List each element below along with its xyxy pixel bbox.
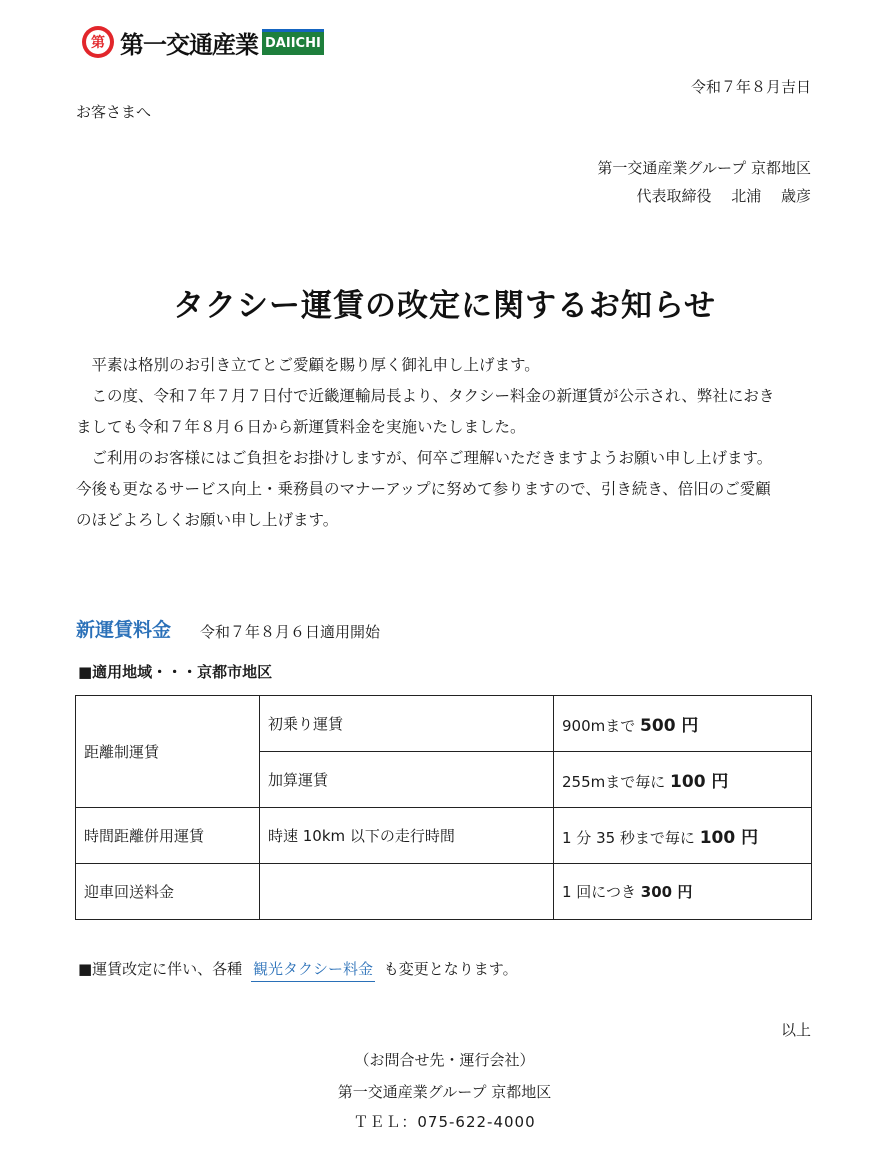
fare-note: [78, 958, 518, 979]
fare-item: 加算運賃: [260, 752, 554, 808]
fare-value-prefix: 1 回につき: [562, 883, 637, 901]
table-row: [76, 808, 812, 864]
fare-category: 迎車回送料金: [76, 864, 260, 920]
note-suffix: も変更となります。: [383, 960, 518, 978]
fare-section-title: 新運賃料金: [76, 619, 172, 641]
fare-value: [554, 864, 812, 920]
body-line: のほどよろしくお願い申し上げます。: [76, 511, 339, 529]
closing-word: 以上: [780, 1021, 811, 1039]
logo-mark-glyph: 第: [86, 30, 110, 54]
sender-person: 代表取締役 北浦 歳彦: [636, 187, 811, 205]
recipient: お客さまへ: [76, 103, 152, 121]
fare-value-prefix: 255mまで毎に: [562, 773, 666, 791]
fare-value: [554, 808, 812, 864]
page-title: タクシー運賃の改定に関するお知らせ: [172, 288, 717, 324]
fare-value: [554, 752, 812, 808]
fare-value-prefix: 900mまで: [562, 717, 636, 735]
body-line: この度、令和７年７月７日付で近畿運輸局長より、タクシー料金の新運賃が公示され、弊社におき: [76, 387, 775, 405]
fare-value-prefix: 1 分 35 秒まで毎に: [562, 829, 695, 847]
body-line: 平素は格別のお引き立てとご愛顧を賜り厚く御礼申し上げます。: [76, 356, 540, 374]
fare-value: [554, 696, 812, 752]
fare-category: 距離制運賃: [76, 696, 260, 808]
fare-item: 初乗り運賃: [260, 696, 554, 752]
issue-date: 令和７年８月吉日: [690, 78, 811, 96]
sender-company: 第一交通産業グループ 京都地区: [597, 159, 811, 177]
table-row: [76, 696, 812, 752]
table-row: [76, 864, 812, 920]
logo-badge: DAIICHI: [262, 29, 324, 55]
fare-table: [75, 695, 812, 920]
fare-value-amount: 100 円: [699, 828, 759, 848]
company-logo: [82, 24, 324, 60]
logo-mark-icon: [82, 26, 114, 58]
fare-item: [260, 864, 554, 920]
body-line: ましても令和７年８月６日から新運賃料金を実施いたしました。: [76, 418, 526, 436]
note-prefix: ■運賃改定に伴い、各種: [78, 960, 243, 978]
fare-effective-date: 令和７年８月６日適用開始: [200, 623, 381, 641]
logo-name: 第一交通産業: [120, 30, 258, 59]
sightseeing-taxi-link[interactable]: 観光タクシー料金: [251, 960, 375, 982]
fare-category: 時間距離併用運賃: [76, 808, 260, 864]
fare-value-amount: 100 円: [670, 772, 729, 792]
contact-label: （お問合せ先・運行会社）: [354, 1051, 535, 1069]
fare-value-amount: 500 円: [640, 716, 699, 736]
contact-tel: ＴＥＬ：075-622-4000: [353, 1113, 536, 1131]
fare-value-amount: 300 円: [640, 883, 693, 901]
fare-area: ■適用地域・・・京都市地区: [78, 663, 273, 681]
notice-body: [76, 350, 816, 536]
contact-company: 第一交通産業グループ 京都地区: [337, 1083, 552, 1101]
body-line: 今後も更なるサービス向上・乗務員のマナーアップに努めて参りますので、引き続き、倍旧のご愛顧: [76, 480, 771, 498]
body-line: ご利用のお客様にはご負担をお掛けしますが、何卒ご理解いただきますようお願い申し上げます。: [76, 449, 773, 467]
fare-item: 時速 10km 以下の走行時間: [260, 808, 554, 864]
